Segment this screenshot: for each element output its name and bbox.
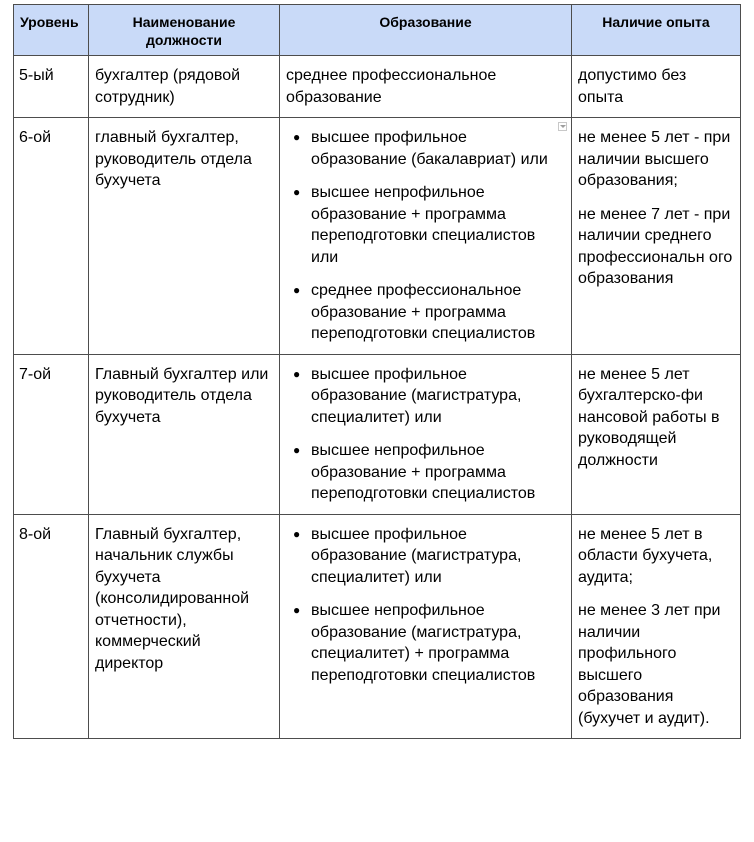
table-row bbox=[14, 514, 741, 739]
experience-item: не менее 5 лет - при наличии высшего образования; bbox=[578, 129, 731, 189]
education-list bbox=[286, 524, 565, 687]
header-row bbox=[14, 5, 741, 56]
experience-item: допустимо без опыта bbox=[578, 67, 687, 106]
table-row bbox=[14, 354, 741, 514]
header-position: Наименование должности bbox=[89, 5, 280, 56]
education-item: ● высшее непрофильное образование + программа переподготовки специалистов bbox=[311, 440, 565, 505]
education-item: ● среднее профессиональное образование + программа переподготовки специалистов bbox=[311, 280, 565, 345]
cell-experience bbox=[572, 118, 741, 355]
cell-experience bbox=[572, 354, 741, 514]
education-list bbox=[286, 127, 565, 345]
cell-experience bbox=[572, 56, 741, 118]
experience-item: не менее 7 лет - при наличии среднего профессиональн ого образования bbox=[578, 205, 733, 287]
cell-position: Главный бухгалтер, начальник службы бухучета (консолидированной отчетности), коммерческий директор bbox=[89, 514, 280, 739]
header-education: Образование bbox=[280, 5, 572, 56]
header-experience: Наличие опыта bbox=[572, 5, 741, 56]
education-item: ● высшее профильное образование (магистратура, специалитет) или bbox=[311, 364, 565, 429]
education-list bbox=[286, 364, 565, 505]
cell-experience bbox=[572, 514, 741, 739]
education-item: ● высшее профильное образование (магистратура, специалитет) или bbox=[311, 524, 565, 589]
cell-level: 7-ой bbox=[14, 354, 89, 514]
education-item: ● высшее непрофильное образование (магистратура, специалитет) + программа переподготовки специалистов bbox=[311, 600, 565, 686]
cell-education bbox=[280, 118, 572, 355]
header-level: Уровень bbox=[14, 5, 89, 56]
education-item: ● высшее профильное образование (бакалавриат) или bbox=[311, 127, 565, 170]
cell-position: бухгалтер (рядовой сотрудник) bbox=[89, 56, 280, 118]
cell-position: главный бухгалтер, руководитель отдела бухучета bbox=[89, 118, 280, 355]
cell-education: среднее профессиональное образование bbox=[280, 56, 572, 118]
experience-item: не менее 3 лет при наличии профильного высшего образования (бухучет и аудит). bbox=[578, 602, 721, 727]
qualification-table bbox=[13, 4, 741, 739]
table-row bbox=[14, 56, 741, 118]
cell-level: 5-ый bbox=[14, 56, 89, 118]
table-row bbox=[14, 118, 741, 355]
cell-level: 6-ой bbox=[14, 118, 89, 355]
cell-position: Главный бухгалтер или руководитель отдела бухучета bbox=[89, 354, 280, 514]
cell-level: 8-ой bbox=[14, 514, 89, 739]
experience-item: не менее 5 лет бухгалтерско-фи нансовой работы в руководящей должности bbox=[578, 365, 720, 469]
cell-education bbox=[280, 354, 572, 514]
education-item: ● высшее непрофильное образование + программа переподготовки специалистов или bbox=[311, 182, 565, 268]
cell-education bbox=[280, 514, 572, 739]
experience-item: не менее 5 лет в области бухучета, аудита; bbox=[578, 525, 713, 586]
